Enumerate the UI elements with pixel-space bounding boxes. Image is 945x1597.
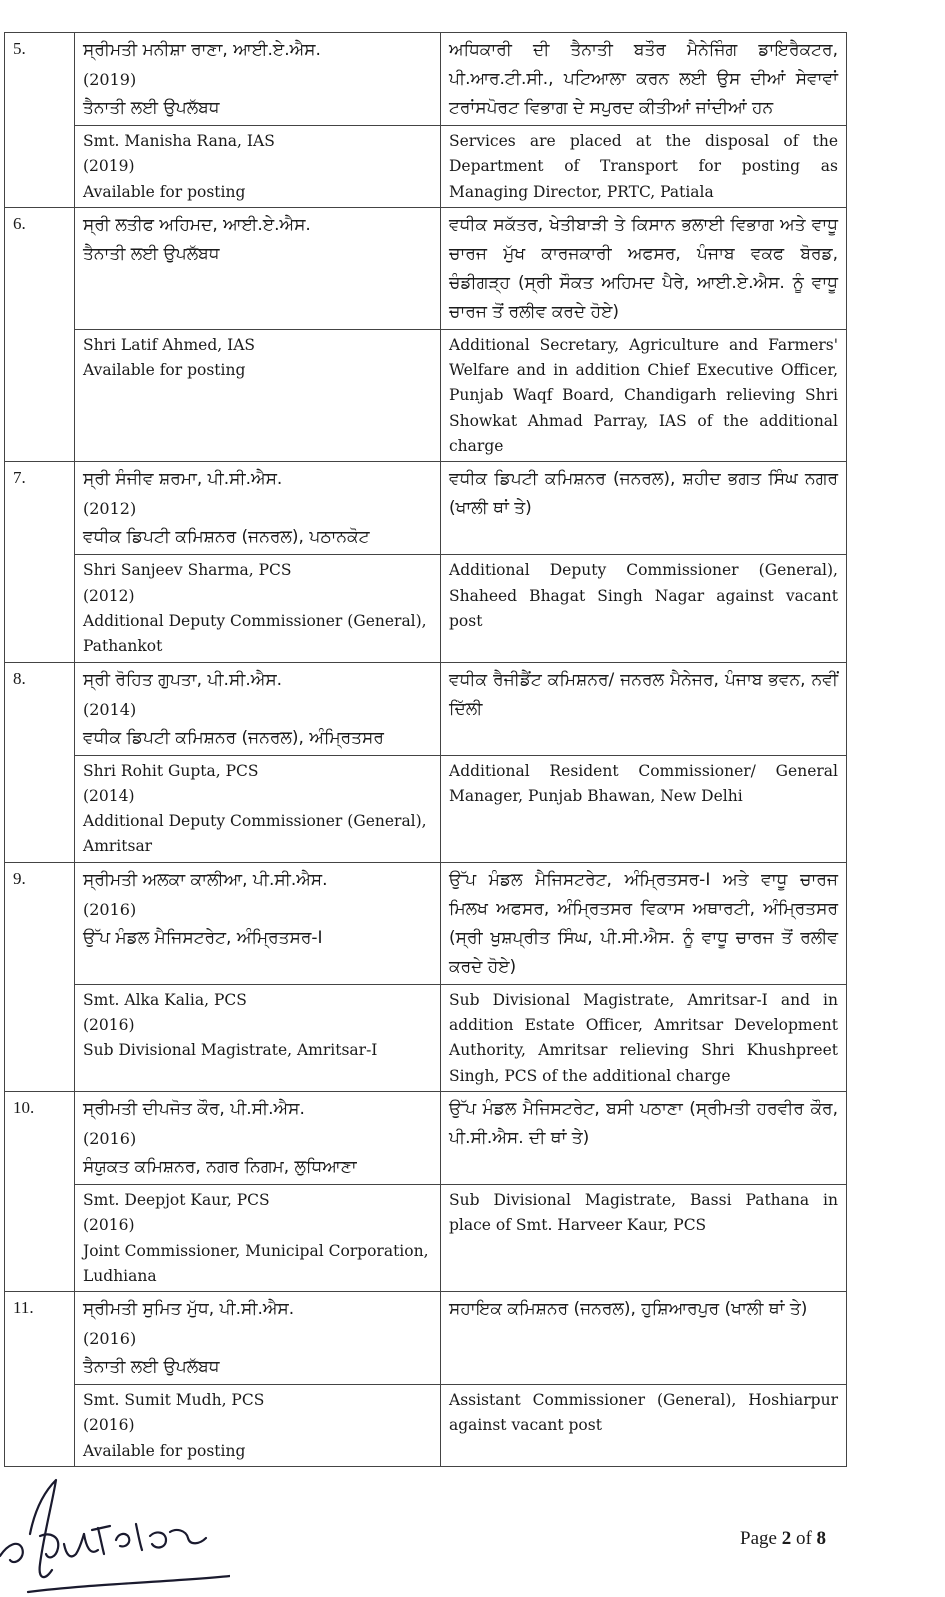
officer-batch-year: (2012) xyxy=(83,586,135,605)
serial-number-cell xyxy=(5,207,75,461)
serial-number: 10. xyxy=(13,1097,35,1117)
officer-cell-english xyxy=(75,126,441,208)
posting-text-english: Services are placed at the disposal of the Department of Transport for posting as Managing Director, PRTC, Patiala xyxy=(449,132,838,201)
serial-number-cell xyxy=(5,662,75,862)
posting-cell-english xyxy=(441,126,847,208)
officer-status-english: Additional Deputy Commissioner (General), Amritsar xyxy=(83,812,427,856)
serial-number-cell xyxy=(5,33,75,208)
posting-cell-punjabi xyxy=(441,1292,847,1385)
posting-cell-punjabi xyxy=(441,33,847,126)
table-row-punjabi xyxy=(5,662,847,755)
serial-number: 8. xyxy=(13,668,26,688)
posting-cell-english xyxy=(441,329,847,461)
page-current: 2 xyxy=(781,1528,792,1549)
officer-name-punjabi: ਸ੍ਰੀਮਤੀ ਸੁਮਿਤ ਮੁੱਧ, ਪੀ.ਸੀ.ਐਸ. xyxy=(83,1299,295,1320)
officer-name-punjabi: ਸ੍ਰੀ ਸੰਜੀਵ ਸ਼ਰਮਾ, ਪੀ.ਸੀ.ਐਸ. xyxy=(83,469,283,490)
serial-number: 11. xyxy=(13,1298,34,1318)
table-row-punjabi xyxy=(5,207,847,329)
officer-cell-english xyxy=(75,1385,441,1467)
officer-name-punjabi: ਸ੍ਰੀ ਰੋਹਿਤ ਗੁਪਤਾ, ਪੀ.ਸੀ.ਐਸ. xyxy=(83,669,283,690)
posting-text-english: Sub Divisional Magistrate, Bassi Pathana in place of Smt. Harveer Kaur, PCS xyxy=(449,1190,838,1235)
officer-cell-punjabi xyxy=(75,1292,441,1385)
serial-number-cell xyxy=(5,1292,75,1467)
officer-status-english: Available for posting xyxy=(83,182,246,201)
posting-cell-punjabi xyxy=(441,1091,847,1184)
officer-status-punjabi: ਤੈਨਾਤੀ ਲਈ ਉਪਲੱਬਧ xyxy=(83,1357,220,1378)
page-of: of xyxy=(795,1528,812,1549)
posting-text-punjabi: ਉੱਪ ਮੰਡਲ ਮੈਜਿਸਟਰੇਟ, ਅੰਮ੍ਰਿਤਸਰ-I ਅਤੇ ਵਾਧੂ ਚਾਰਜ ਮਿਲਖ ਅਫਸਰ, ਅੰਮ੍ਰਿਤਸਰ ਵਿਕਾਸ ਅਥਾਰਟੀ, ਅੰਮ੍ਰਿਤਸਰ (ਸ੍ਰੀ ਖੁਸ਼ਪ੍ਰੀਤ ਸਿੰਘ, ਪੀ.ਸੀ.ਐਸ. ਨੂੰ ਵਾਧੂ ਚਾਰਜ ਤੋਂ ਰਲੀਵ ਕਰਦੇ ਹੋਏ) xyxy=(449,869,838,977)
page-number xyxy=(740,1528,826,1550)
officer-status-punjabi: ਵਧੀਕ ਡਿਪਟੀ ਕਮਿਸ਼ਨਰ (ਜਨਰਲ), ਅੰਮ੍ਰਿਤਸਰ xyxy=(83,727,384,748)
posting-text-punjabi: ਸਹਾਇਕ ਕਮਿਸ਼ਨਰ (ਜਨਰਲ), ਹੁਸ਼ਿਆਰਪੁਰ (ਖਾਲੀ ਥਾਂ ਤੇ) xyxy=(449,1299,808,1320)
posting-cell-english xyxy=(441,555,847,662)
officer-batch-year: (2016) xyxy=(83,1216,135,1235)
officer-cell-punjabi xyxy=(75,207,441,329)
serial-number: 7. xyxy=(13,468,26,488)
table-row-english xyxy=(5,984,847,1091)
officer-name-punjabi: ਸ੍ਰੀਮਤੀ ਅਲਕਾ ਕਾਲੀਆ, ਪੀ.ਸੀ.ਐਸ. xyxy=(83,869,328,890)
serial-number-cell xyxy=(5,862,75,1091)
officer-name-punjabi: ਸ੍ਰੀਮਤੀ ਮਨੀਸ਼ਾ ਰਾਣਾ, ਆਈ.ਏ.ਐਸ. xyxy=(83,40,321,60)
table-row-english xyxy=(5,755,847,862)
officer-name-english: Smt. Deepjot Kaur, PCS xyxy=(83,1190,270,1209)
officer-name-english: Smt. Alka Kalia, PCS xyxy=(83,990,247,1009)
table-row-punjabi xyxy=(5,33,847,126)
table-body xyxy=(5,33,847,1467)
serial-number: 9. xyxy=(13,868,26,888)
officer-batch-year: (2019) xyxy=(83,157,135,176)
posting-text-english: Additional Resident Commissioner/ General Manager, Punjab Bhawan, New Delhi xyxy=(449,761,838,805)
posting-text-english: Additional Secretary, Agriculture and Farmers' Welfare and in addition Chief Executive Officer, Punjab Waqf Board, Chandigarh relieving Shri Showkat Ahmad Parray, IAS of the additional charge xyxy=(449,335,838,456)
page-word: Page xyxy=(740,1528,777,1549)
officer-name-english: Shri Latif Ahmed, IAS xyxy=(83,335,256,354)
officer-cell-english xyxy=(75,1184,441,1291)
posting-cell-english xyxy=(441,1184,847,1291)
posting-cell-punjabi xyxy=(441,462,847,555)
serial-number: 6. xyxy=(13,213,26,233)
table-row-punjabi xyxy=(5,462,847,555)
posting-cell-punjabi xyxy=(441,662,847,755)
officer-name-punjabi: ਸ੍ਰੀ ਲਤੀਫ ਅਹਿਮਦ, ਆਈ.ਏ.ਐਸ. xyxy=(83,214,311,235)
posting-text-punjabi: ਅਧਿਕਾਰੀ ਦੀ ਤੈਨਾਤੀ ਬਤੌਰ ਮੈਨੇਜਿੰਗ ਡਾਇਰੈਕਟਰ, ਪੀ.ਆਰ.ਟੀ.ਸੀ., ਪਟਿਆਲਾ ਕਰਨ ਲਈ ਉਸ ਦੀਆਂ ਸੇਵਾਵਾਂ ਟਰਾਂਸਪੋਰਟ ਵਿਭਾਗ ਦੇ ਸਪੁਰਦ ਕੀਤੀਆਂ ਜਾਂਦੀਆਂ ਹਨ xyxy=(449,40,838,118)
officer-status-punjabi: ਤੈਨਾਤੀ ਲਈ ਉਪਲੱਬਧ xyxy=(83,243,220,264)
page-total: 8 xyxy=(816,1528,827,1549)
posting-text-punjabi: ਵਧੀਕ ਸਕੱਤਰ, ਖੇਤੀਬਾੜੀ ਤੇ ਕਿਸਾਨ ਭਲਾਈ ਵਿਭਾਗ ਅਤੇ ਵਾਧੂ ਚਾਰਜ ਮੁੱਖ ਕਾਰਜਕਾਰੀ ਅਫਸਰ, ਪੰਜਾਬ ਵਕਫ ਬੋਰਡ, ਚੰਡੀਗੜ੍ਹ (ਸ੍ਰੀ ਸੌਕਤ ਅਹਿਮਦ ਪੈਰੇ, ਆਈ.ਏ.ਐਸ. ਨੂੰ ਵਾਧੂ ਚਾਰਜ ਤੋਂ ਰਲੀਵ ਕਰਦੇ ਹੋਏ) xyxy=(449,214,838,322)
posting-text-punjabi: ਵਧੀਕ ਰੈਜੀਡੈਂਟ ਕਮਿਸ਼ਨਰ/ ਜਨਰਲ ਮੈਨੇਜਰ, ਪੰਜਾਬ ਭਵਨ, ਨਵੀਂ ਦਿੱਲੀ xyxy=(449,669,838,719)
officer-status-punjabi: ਸੰਯੁਕਤ ਕਮਿਸ਼ਨਰ, ਨਗਰ ਨਿਗਮ, ਲੁਧਿਆਣਾ xyxy=(83,1156,357,1177)
table-row-english xyxy=(5,329,847,461)
posting-cell-punjabi xyxy=(441,862,847,984)
posting-text-punjabi: ਉੱਪ ਮੰਡਲ ਮੈਜਿਸਟਰੇਟ, ਬਸੀ ਪਠਾਣਾ (ਸ੍ਰੀਮਤੀ ਹਰਵੀਰ ਕੌਰ, ਪੀ.ਸੀ.ਐਸ. ਦੀ ਥਾਂ ਤੇ) xyxy=(449,1098,838,1148)
table-row-english xyxy=(5,555,847,662)
posting-cell-english xyxy=(441,1385,847,1467)
officer-cell-punjabi xyxy=(75,462,441,555)
officer-batch-year: (2019) xyxy=(83,70,137,89)
officer-status-punjabi: ਉੱਪ ਮੰਡਲ ਮੈਜਿਸਟਰੇਟ, ਅੰਮ੍ਰਿਤਸਰ-I xyxy=(83,927,323,948)
posting-cell-english xyxy=(441,984,847,1091)
signature-image xyxy=(0,1474,230,1597)
officer-cell-punjabi xyxy=(75,1091,441,1184)
officer-batch-year: (2016) xyxy=(83,899,137,919)
officer-status-punjabi: ਤੈਨਾਤੀ ਲਈ ਉਪਲੱਬਧ xyxy=(83,98,220,118)
officer-status-english: Additional Deputy Commissioner (General), Pathankot xyxy=(83,611,427,656)
officer-status-english: Available for posting xyxy=(83,361,246,380)
officer-cell-punjabi xyxy=(75,862,441,984)
officer-cell-punjabi xyxy=(75,662,441,755)
officer-batch-year: (2012) xyxy=(83,499,137,519)
officer-cell-english xyxy=(75,984,441,1091)
officer-name-english: Smt. Sumit Mudh, PCS xyxy=(83,1391,265,1410)
officer-status-english: Available for posting xyxy=(83,1441,246,1460)
table-row-punjabi xyxy=(5,1292,847,1385)
officer-status-punjabi: ਵਧੀਕ ਡਿਪਟੀ ਕਮਿਸ਼ਨਰ (ਜਨਰਲ), ਪਠਾਨਕੋਟ xyxy=(83,527,370,548)
officer-cell-punjabi xyxy=(75,33,441,126)
officer-cell-english xyxy=(75,329,441,461)
officer-batch-year: (2016) xyxy=(83,1128,137,1148)
serial-number-cell xyxy=(5,1091,75,1291)
postings-table xyxy=(4,32,847,1467)
posting-text-english: Sub Divisional Magistrate, Amritsar-I and in addition Estate Officer, Amritsar Development Authority, Amritsar relieving Shri Khushpreet Singh, PCS of the additional charge xyxy=(449,990,838,1085)
posting-text-english: Additional Deputy Commissioner (General), Shaheed Bhagat Singh Nagar against vacant post xyxy=(449,561,838,630)
posting-cell-english xyxy=(441,755,847,862)
posting-text-english: Assistant Commissioner (General), Hoshiarpur against vacant post xyxy=(449,1391,838,1435)
officer-batch-year: (2016) xyxy=(83,1016,135,1035)
officer-cell-english xyxy=(75,555,441,662)
officer-name-punjabi: ਸ੍ਰੀਮਤੀ ਦੀਪਜੋਤ ਕੌਰ, ਪੀ.ਸੀ.ਐਸ. xyxy=(83,1098,305,1119)
officer-name-english: Shri Sanjeev Sharma, PCS xyxy=(83,561,292,580)
officer-cell-english xyxy=(75,755,441,862)
posting-cell-punjabi xyxy=(441,207,847,329)
serial-number: 5. xyxy=(13,39,26,58)
table-row-english xyxy=(5,1184,847,1291)
table-row-punjabi xyxy=(5,862,847,984)
serial-number-cell xyxy=(5,462,75,662)
officer-name-english: Smt. Manisha Rana, IAS xyxy=(83,132,275,150)
officer-batch-year: (2016) xyxy=(83,1329,137,1349)
officer-batch-year: (2014) xyxy=(83,699,137,719)
officer-status-english: Joint Commissioner, Municipal Corporation, Ludhiana xyxy=(83,1241,429,1285)
officer-batch-year: (2016) xyxy=(83,1416,135,1435)
officer-batch-year: (2014) xyxy=(83,786,135,805)
officer-status-english: Sub Divisional Magistrate, Amritsar-I xyxy=(83,1041,378,1060)
posting-text-punjabi: ਵਧੀਕ ਡਿਪਟੀ ਕਮਿਸ਼ਨਰ (ਜਨਰਲ), ਸ਼ਹੀਦ ਭਗਤ ਸਿੰਘ ਨਗਰ (ਖਾਲੀ ਥਾਂ ਤੇ) xyxy=(449,469,838,519)
table-row-english xyxy=(5,126,847,208)
table-row-punjabi xyxy=(5,1091,847,1184)
table-row-english xyxy=(5,1385,847,1467)
officer-name-english: Shri Rohit Gupta, PCS xyxy=(83,761,259,780)
